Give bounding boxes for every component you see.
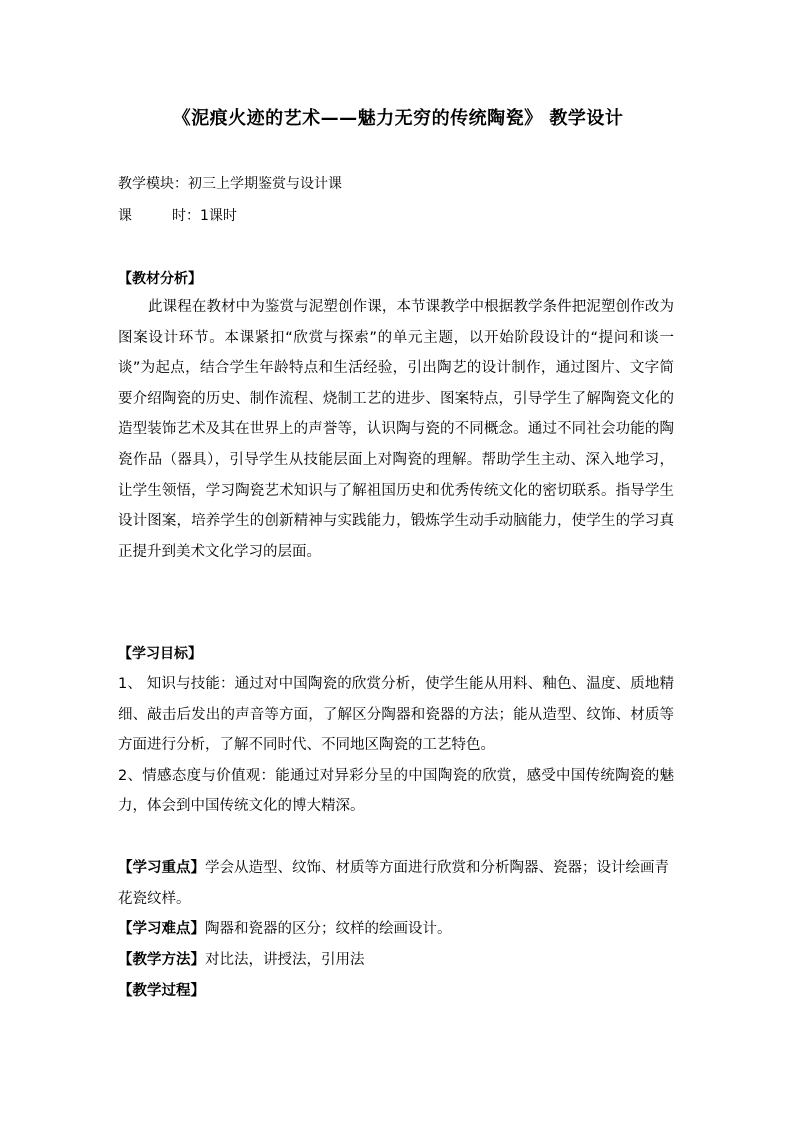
learning-goal-1: 1、 知识与技能：通过对中国陶瓷的欣赏分析，使学生能从用料、釉色、温度、质地精细、敲击后发出的声音等方面，了解区分陶器和瓷器的方法；能从造型、纹饰、材质等方面进行分析，了解不同时代、不同地区陶瓷的工艺特色。 xyxy=(118,676,674,754)
teaching-method-block xyxy=(118,945,674,976)
class-hours-line xyxy=(118,206,237,226)
textbook-analysis-body: 此课程在教材中为鉴赏与泥塑创作课，本节课教学中根据教学条件把泥塑创作改为图案设计环节。本课紧扣“欣赏与探索”的单元主题，以开始阶段设计的“提问和谈一谈”为起点，结合学生年龄特点和生活经验，引出陶艺的设计制作，通过图片、文字简要介绍陶瓷的历史、制作流程、烧制工艺的进步、图案特点，引导学生了解陶瓷文化的造型装饰艺术及其在世界上的声誉等，认识陶与瓷的不同概念。通过不同社会功能的陶瓷作品（器具），引导学生从技能层面上对陶瓷的理解。帮助学生主动、深入地学习，让学生领悟，学习陶瓷艺术知识与了解祖国历史和优秀传统文化的密切联系。指导学生设计图案，培养学生的创新精神与实践能力，锻炼学生动手动脑能力，使学生的学习真正提升到美术文化学习的层面。 xyxy=(118,299,674,560)
teaching-method-text: 对比法，讲授法，引用法 xyxy=(205,952,365,968)
teaching-method-label: 【教学方法】 xyxy=(118,952,205,968)
key-points-label: 【学习重点】 xyxy=(118,860,205,876)
teaching-process-heading: 【教学过程】 xyxy=(118,983,205,999)
difficulty-label: 【学习难点】 xyxy=(118,921,205,937)
difficulty-block xyxy=(118,914,674,945)
learning-goals-heading: 【学习目标】 xyxy=(118,646,202,662)
teaching-process-block xyxy=(118,976,674,1007)
class-hours-label-b: 时：1课时 xyxy=(172,208,237,224)
document-title: 《泥痕火迹的艺术——魅力无穷的传统陶瓷》 教学设计 xyxy=(172,108,624,129)
teaching-module-line: 教学模块：初三上学期鉴赏与设计课 xyxy=(118,176,342,192)
learning-goal-2: 2、情感态度与价值观：能通过对异彩分呈的中国陶瓷的欣赏，感受中国传统陶瓷的魅力，体会到中国传统文化的博大精深。 xyxy=(118,767,674,815)
learning-goals-list xyxy=(118,669,674,822)
class-hours-label-a: 课 xyxy=(118,208,132,224)
key-points-block xyxy=(118,853,674,914)
key-points-text: 学会从造型、纹饰、材质等方面进行欣赏和分析陶器、瓷器；设计绘画青花瓷纹样。 xyxy=(118,860,669,907)
difficulty-text: 陶器和瓷器的区分；纹样的绘画设计。 xyxy=(205,921,452,937)
textbook-analysis-heading: 【教材分析】 xyxy=(118,271,202,287)
